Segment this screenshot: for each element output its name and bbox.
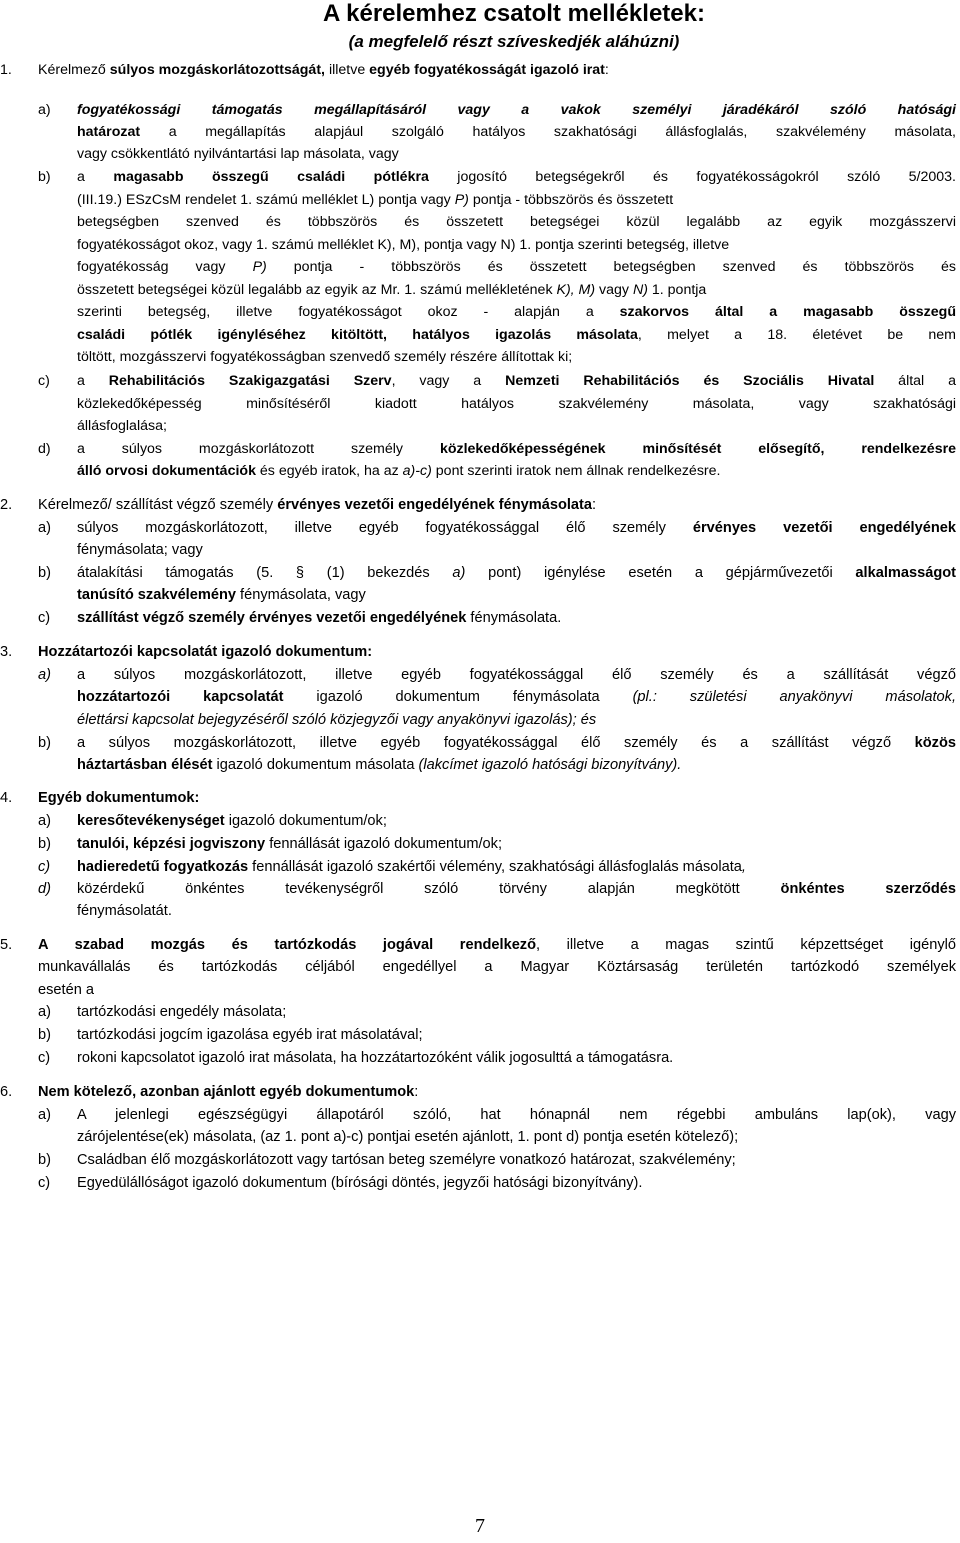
section-number: 2. bbox=[0, 497, 13, 513]
item-label: a) bbox=[38, 102, 51, 118]
item-text: Családban élő mozgáskorlátozott vagy tartósan beteg személyre vonatkozó határozat, szakvélemény; bbox=[77, 1152, 736, 1168]
section-number: 6. bbox=[0, 1084, 13, 1100]
section-intro: Nem kötelező, azonban ajánlott egyéb dokumentumok: bbox=[38, 1084, 419, 1100]
item-label: c) bbox=[38, 1175, 51, 1191]
item-text: tartózkodási jogcím igazolása egyéb irat másolatával; bbox=[77, 1027, 423, 1043]
section-number: 4. bbox=[0, 790, 13, 806]
item-label: b) bbox=[38, 836, 51, 852]
item-text: Egyedülállóságot igazoló dokumentum (bírósági döntés, jegyzői hatósági bizonyítvány). bbox=[77, 1175, 643, 1191]
item-label: d) bbox=[38, 881, 51, 897]
page-title: A kérelemhez csatolt mellékletek: bbox=[323, 0, 705, 27]
section-4-heading bbox=[0, 788, 199, 808]
item-label: b) bbox=[38, 735, 51, 751]
item-text: tartózkodási engedély másolata; bbox=[77, 1004, 287, 1020]
item-label: d) bbox=[38, 441, 51, 457]
page-subtitle: (a megfelelő részt szíveskedjék aláhúzni) bbox=[348, 32, 680, 51]
section-intro: Egyéb dokumentumok: bbox=[38, 790, 200, 806]
item-label: a) bbox=[38, 1107, 51, 1123]
item-label: b) bbox=[38, 1152, 51, 1168]
item-label: a) bbox=[38, 667, 51, 683]
section-intro: Kérelmező/ szállítást végző személy érvényes vezetői engedélyének fénymásolata: bbox=[38, 497, 597, 513]
section-number: 5. bbox=[0, 937, 13, 953]
document-page: A kérelemhez csatolt mellékletek: (a megfelelő részt szíveskedjék aláhúzni) 1. Kérelmező súlyos mozgáskorlátozottságát, illetve egyéb fogyatékosságát igazoló irat: a) fogyatékossági támogatás megállapításáról vagy a vakok személyi járadékáról szóló hatósági határozat a megállapítás alapjául szolgáló hatályos szakhatósági állásfoglalás, szakvélemény másolata, vagy csökkentlátó nyilvántartási lap másolata, vagy b) a magasabb összegű családi pótlékra jogosító betegségekről és fogyatékosságokról szóló 5/2003. (III.19.) ESzCsM rendelet 1. számú melléklet L) pontja vagy P) pontja - többszörös és összetett betegségben szenved és többszörös és összetett betegségei közül legalább az egyik mozgásszervi fogyatékosságot okoz, vagy 1. számú melléklet K), M), pontja vagy N) 1. pontja szerinti betegség, illetve fogyatékosság vagy P) pontja - többszörös és összetett betegségben szenved és többszörös és összetett betegségei közül legalább az egyik az Mr. 1. számú mellékletének K), M) vagy N) 1. pontja szerinti betegség, illetve fogyatékosságot okoz - alapján a szakorvos által a magasabb összegű családi pótlék igényléséhez kitöltött, hatályos igazolás másolata, melyet a 18. életévet be nem töltött, mozgásszervi fogyatékosságban szenvedő személy részére állítottak ki; c) a Rehabilitációs Szakigazgatási Szerv, vagy a Nemzeti Rehabilitációs és Szociális Hivatal által a közlekedőképesség minősítéséről kiadott hatályos szakvélemény másolata, vagy szakhatósági állásfoglalása; d) a súlyos mozgáskorlátozott személy közlekedőképességének minősítését elősegítő, rendelkezésre álló orvosi dokumentációk és egyéb iratok, ha az a)-c) pont szerinti iratok nem állnak rendelkezésre. 2. Kérelmező/ szállítást végző személy érvényes vezetői engedélyének fénymásolata: a) súlyos mozgáskorlátozott, illetve egyéb fogyatékossággal élő személy érvényes vezetői engedélyének fénymásolata; vagy b) átalakítási támogatás (5. § (1) bekezdés a) pont) igénylése esetén a gépjárművezetői alkalmasságot tanúsító szakvélemény fénymásolata, vagy c) szállítást végző személy érvényes vezetői engedélyének fénymásolata. 3. Hozzátartozói kapcsolatát igazoló dokumentum: a) a súlyos mozgáskorlátozott, illetve egyéb fogyatékossággal élő személy és a szállítását végző hozzátartozói kapcsolatát igazoló dokumentum fénymásolata (pl.: születési anyakönyvi másolatok, élettársi kapcsolat bejegyzéséről szóló közjegyzői vagy anyakönyvi igazolás); és b) a súlyos mozgáskorlátozott, illetve egyéb fogyatékossággal élő személy és a szállítást végző közös háztartásban élését igazoló dokumentum másolata (lakcímet igazoló hatósági bizonyítvány). 4. Egyéb dokumentumok: a) keresőtevékenységet igazoló dokumentum/ok; b) tanulói, képzési jogviszony fennállását igazoló dokumentum/ok; c) hadieredetű fogyatkozás fennállását igazoló szakértői vélemény, szakhatósági állásfoglalás másolata, d) közérdekű önkéntes tevékenységről szóló törvény alapján megkötött önkéntes szerződés fénymásolatát. 5. A szabad mozgás és tartózkodás jogával rendelkező, illetve a magas szintű képzettséget igénylő munkavállalás és tartózkodás céljából engedéllyel a Magyar Köztársaság területén tartózkodó személyek esetén a a) tartózkodási engedély másolata; b) tartózkodási jogcím igazolása egyéb irat másolatával; c) rokoni kapcsolatot igazoló irat másolata, ha hozzátartozóként válik jogosulttá a támogatásra. 6. Nem kötelező, azonban ajánlott egyéb dokumentumok: a) A jelenlegi egészségügyi állapotáról szóló, hat hónapnál nem régebbi ambuláns lap(ok), vagy zárójelentése(ek) másolata, (az 1. pont a)-c) pontjai esetén ajánlott, 1. pont d) pontja esetén kötelező); b) Családban élő mozgáskorlátozott vagy tartósan beteg személyre vonatkozó határozat, szakvélemény; c) Egyedülállóságot igazoló dokumentum (bírósági döntés, jegyzői hatósági bizonyítvány). 7 bbox=[0, 0, 960, 1543]
page-number: 7 bbox=[475, 1515, 485, 1537]
section-number: 3. bbox=[0, 644, 13, 660]
item-label: c) bbox=[38, 610, 51, 626]
section-2-heading bbox=[0, 495, 596, 515]
item-label: c) bbox=[38, 373, 50, 389]
section-intro: Hozzátartozói kapcsolatát igazoló dokumentum: bbox=[38, 644, 373, 660]
item-label: b) bbox=[38, 169, 51, 185]
section-1-heading bbox=[0, 60, 609, 80]
item-label: b) bbox=[38, 1027, 51, 1043]
section-intro: Kérelmező súlyos mozgáskorlátozottságát, illetve egyéb fogyatékosságát igazoló irat: bbox=[38, 62, 609, 78]
section-number: 1. bbox=[0, 62, 12, 78]
item-label: b) bbox=[38, 565, 51, 581]
section-6-heading bbox=[0, 1082, 418, 1102]
item-label: c) bbox=[38, 1050, 51, 1066]
item-label: a) bbox=[38, 1004, 51, 1020]
section-3-heading bbox=[0, 642, 372, 662]
item-label: a) bbox=[38, 520, 51, 536]
item-label: a) bbox=[38, 813, 51, 829]
item-text: rokoni kapcsolatot igazoló irat másolata, ha hozzátartozóként válik jogosulttá a támogatásra. bbox=[77, 1050, 674, 1066]
item-label: c) bbox=[38, 859, 51, 875]
section-intro: A szabad mozgás és tartózkodás jogával rendelkező, illetve a magas szintű képzettséget igénylő bbox=[38, 937, 956, 953]
